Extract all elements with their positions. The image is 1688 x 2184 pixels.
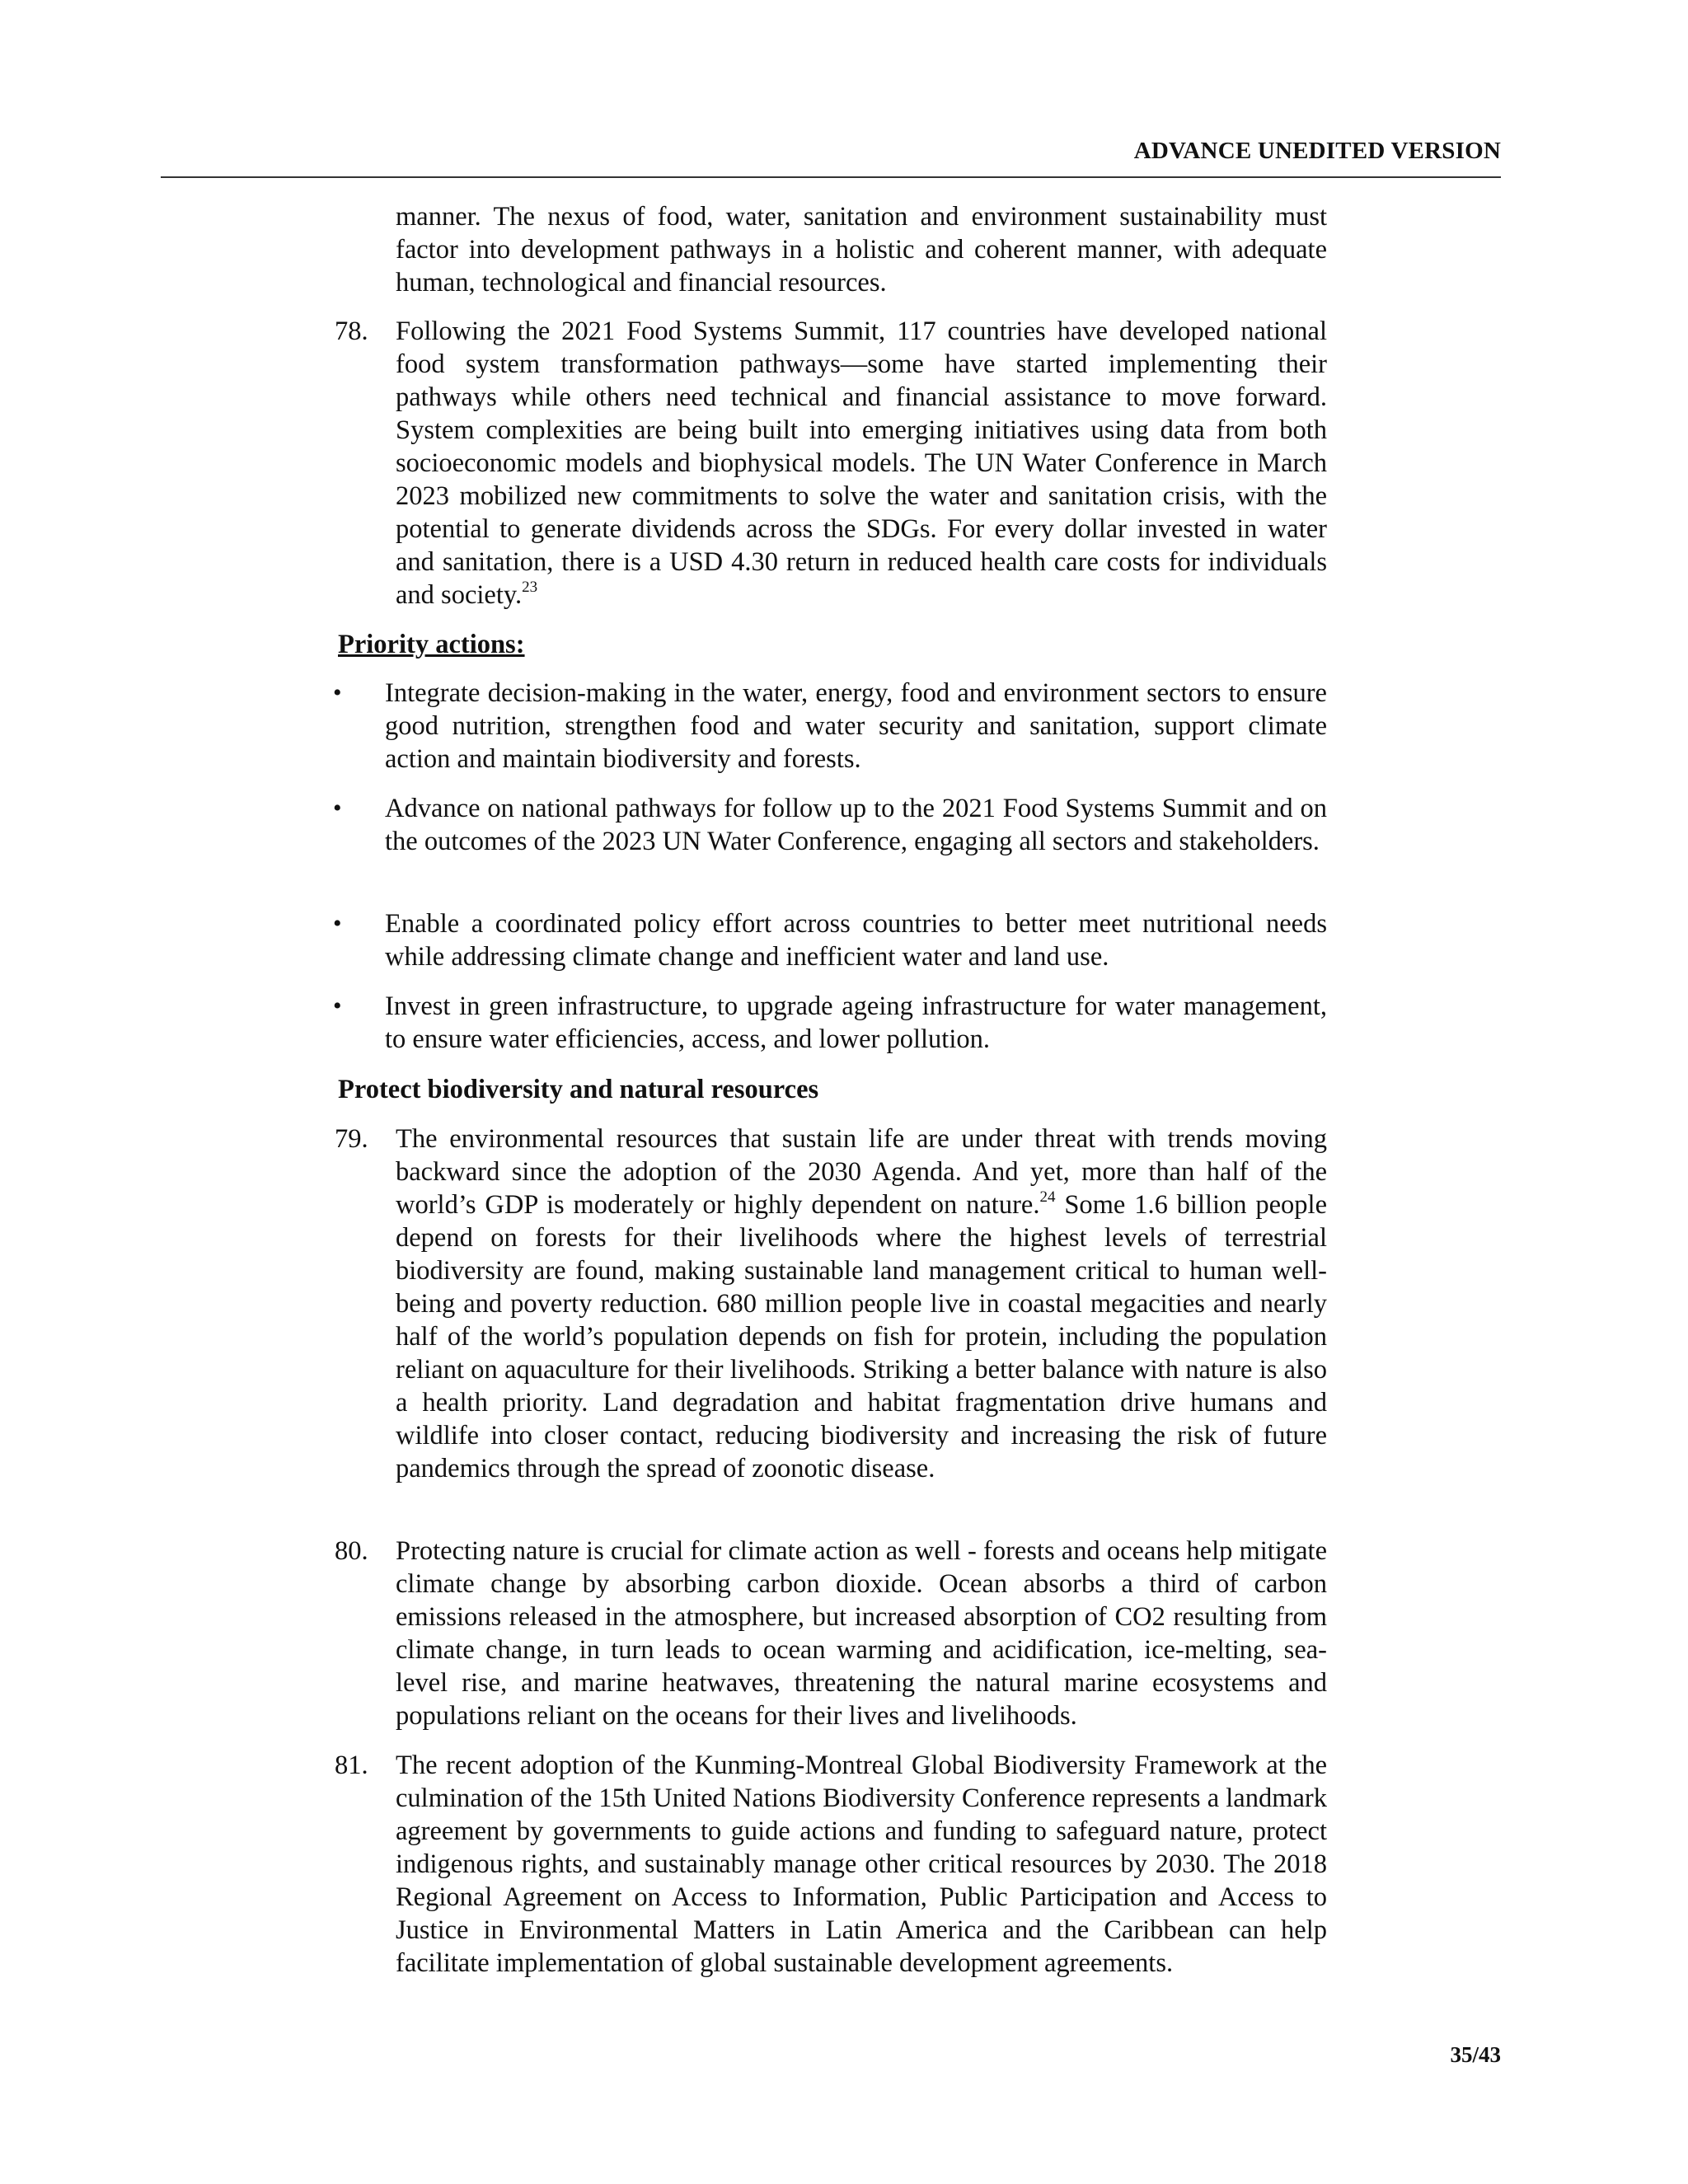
- paragraph-79: [396, 1122, 1327, 1485]
- paragraph-number-79: 79.: [335, 1124, 368, 1154]
- bullet-icon: •: [333, 794, 342, 822]
- paragraph-number-80: 80.: [335, 1536, 368, 1566]
- paragraph-number-78: 78.: [335, 316, 368, 346]
- paragraph-80: Protecting nature is crucial for climate action as well - forests and oceans help mitigate climate change by absorbing carbon dioxide. Ocean absorbs a third of carbon emissions released in the atmosphere, but increased absorption of CO2 resulting from climate change, in turn leads to ocean warming and acidification, ice-melting, sea-level rise, and marine heatwaves, threatening the natural marine ecosystems and populations reliant on the oceans for their lives and livelihoods.: [396, 1536, 1327, 1731]
- paragraph-78: [396, 315, 1327, 612]
- bullet-icon: •: [333, 910, 342, 937]
- priority-item: Enable a coordinated policy effort across countries to better meet nutritional needs while addressing climate change and inefficient water and land use.: [385, 909, 1327, 972]
- page-number: 35/43: [1450, 2042, 1501, 2067]
- header-divider: [161, 176, 1501, 178]
- priority-item: Invest in green infrastructure, to upgrade ageing infrastructure for water management, to ensure water efficiencies, access, and lower pollution.: [385, 991, 1327, 1054]
- section-heading: Protect biodiversity and natural resources: [338, 1075, 819, 1104]
- priority-item: Integrate decision-making in the water, energy, food and environment sectors to ensure good nutrition, strengthen food and water security and sanitation, support climate action and maintain biodiversity and forests.: [385, 678, 1327, 774]
- priority-item: Advance on national pathways for follow up to the 2021 Food Systems Summit and on the outcomes of the 2023 UN Water Conference, engaging all sectors and stakeholders.: [385, 794, 1327, 856]
- paragraph-79-text-b: Some 1.6 billion people depend on forests for their livelihoods where the highest levels of terrestrial biodiversity are found, making sustainable land management critical to human well-being and poverty reduction. 680 million people live in coastal megacities and nearly half of the world’s population depends on fish for protein, including the population reliant on aquaculture for their livelihoods. Striking a better balance with nature is also a health priority. Land degradation and habitat fragmentation drive humans and wildlife into closer contact, reducing biodiversity and increasing the risk of future pandemics through the spread of zoonotic disease.: [396, 1190, 1328, 1483]
- paragraph-81: The recent adoption of the Kunming-Montreal Global Biodiversity Framework at the culmination of the 15th United Nations Biodiversity Conference represents a landmark agreement by governments to guide actions and funding to safeguard nature, protect indigenous rights, and sustainably manage other critical resources by 2030. The 2018 Regional Agreement on Access to Information, Public Participation and Access to Justice in Environmental Matters in Latin America and the Caribbean can help facilitate implementation of global sustainable development agreements.: [396, 1750, 1327, 1978]
- paragraph-79-text-a: The environmental resources that sustain life are under threat with trends moving backward since the adoption of the 2030 Agenda. And yet, more than half of the world’s GDP is moderately or highly dependent on nature.: [396, 1124, 1327, 1220]
- continuation-paragraph: manner. The nexus of food, water, sanitation and environment sustainability must factor into development pathways in a holistic and coherent manner, with adequate human, technological and financial resources.: [396, 202, 1327, 298]
- paragraph-78-text: Following the 2021 Food Systems Summit, 117 countries have developed national food system transformation pathways—some have started implementing their pathways while others need technical and financial assistance to move forward. System complexities are being built into emerging initiatives using data from both socioeconomic models and biophysical models. The UN Water Conference in March 2023 mobilized new commitments to solve the water and sanitation crisis, with the potential to generate dividends across the SDGs. For every dollar invested in water and sanitation, there is a USD 4.30 return in reduced health care costs for individuals and society.: [396, 316, 1327, 610]
- footnote-ref-24[interactable]: 24: [1039, 1188, 1056, 1206]
- footnote-ref-23[interactable]: 23: [522, 579, 538, 596]
- bullet-icon: •: [333, 679, 342, 706]
- paragraph-number-81: 81.: [335, 1750, 368, 1780]
- document-header: ADVANCE UNEDITED VERSION: [1133, 138, 1501, 164]
- priority-actions-heading: Priority actions:: [338, 630, 525, 659]
- bullet-icon: •: [333, 992, 342, 1019]
